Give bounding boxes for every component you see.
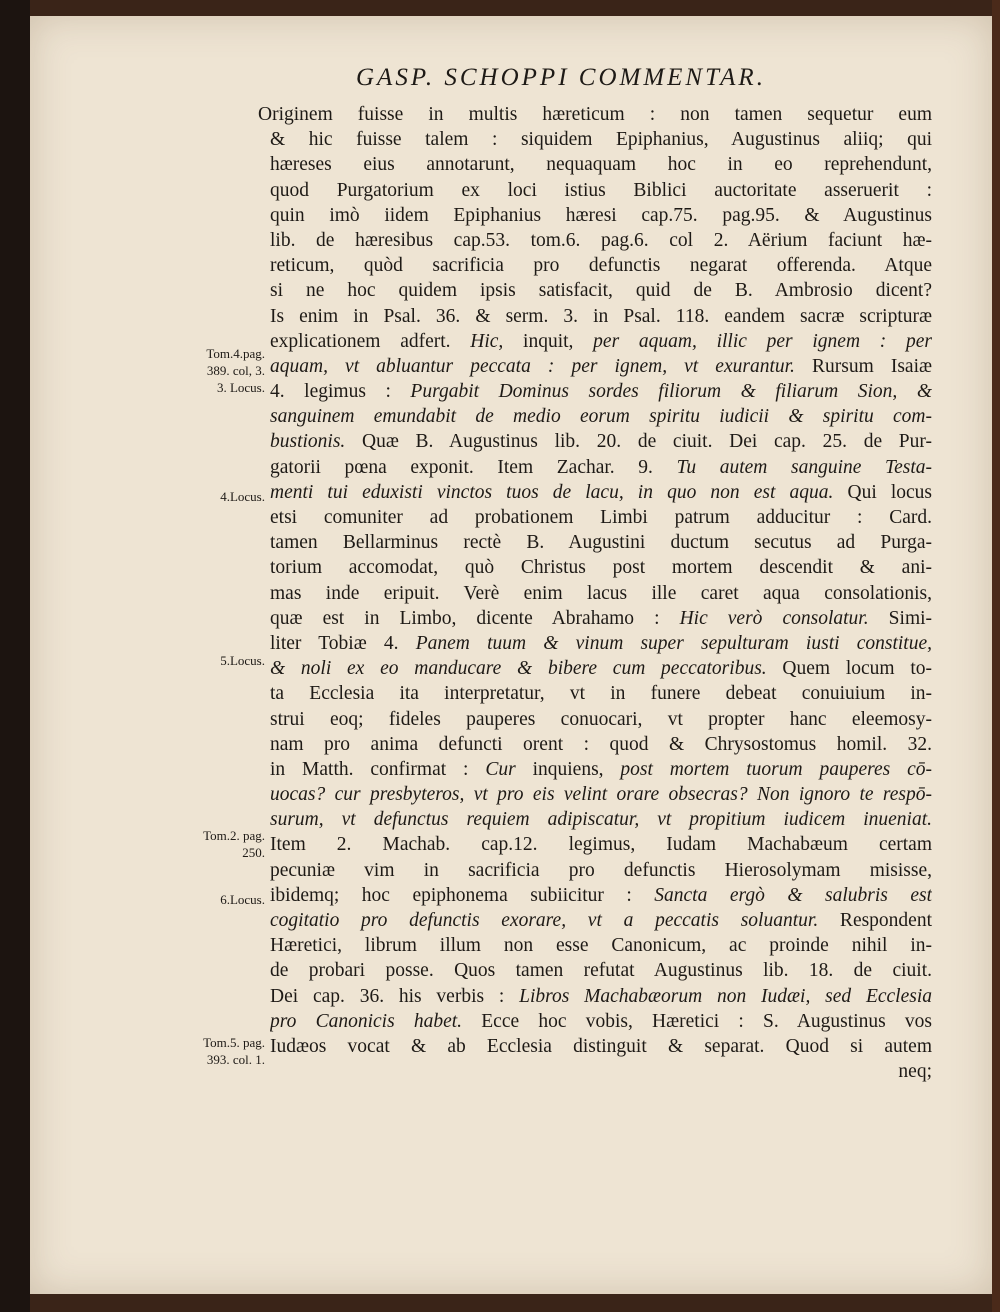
text-run: explicationem adfert. (270, 330, 471, 352)
text-line (270, 178, 932, 203)
text-run: torium accomodat, quò Christus post mortem descendit & ani- (270, 557, 932, 579)
text-line (270, 455, 932, 480)
italic-quote: & noli ex eo manducare & bibere cum peccatoribus. (270, 658, 767, 680)
text-run: gatorii pœna exponit. Item Zachar. 9. (270, 456, 677, 478)
italic-quote: Sancta ergò & salubris est (654, 884, 932, 906)
italic-quote: pro Canonicis habet. (270, 1010, 463, 1032)
text-run: mas inde eripuit. Verè enim lacus ille caret aqua consolationis, (270, 582, 932, 604)
italic-quote: Hic verò consolatur. (679, 607, 869, 629)
italic-quote: Purgabit Dominus sordes filiorum & filiarum Sion, & (410, 381, 932, 403)
text-run: reticum, quòd sacrificia pro defunctis negarat offerenda. Atque (270, 255, 932, 277)
text-line (270, 555, 932, 580)
italic-quote: uocas? cur presbyteros, vt pro eis velint orare obsecras? Non ignoro te respō- (270, 784, 932, 806)
text-run: strui eoq; fideles pauperes conuocari, vt propter hanc eleemosy- (270, 708, 932, 730)
text-run: lib. de hæresibus cap.53. tom.6. pag.6. col 2. Aërium faciunt hæ- (270, 229, 932, 251)
text-line (270, 203, 932, 228)
text-run: Ecce hoc vobis, Hæretici : S. Augustinus vos (462, 1010, 932, 1032)
margin-note: 6.Locus. (220, 892, 265, 907)
text-line (270, 379, 932, 404)
body-text (258, 102, 932, 1084)
text-run: Quem locum to- (766, 658, 932, 680)
text-line (270, 958, 932, 983)
text-run: & hic fuisse talem : siquidem Epiphanius, Augustinus aliiq; qui (270, 129, 932, 151)
margin-note: 4.Locus. (220, 489, 265, 504)
text-line (270, 404, 932, 429)
text-line (270, 933, 932, 958)
text-run: in Matth. confirmat : (270, 758, 486, 780)
italic-quote: Tu autem sanguine Testa- (676, 456, 932, 478)
margin-note: Tom.4.pag. 389. col, 3. 3. Locus. (206, 346, 265, 395)
text-run: Simi- (868, 607, 932, 629)
text-line (270, 1009, 932, 1034)
text-line (270, 757, 932, 782)
text-line (270, 1059, 932, 1084)
text-line (270, 908, 932, 933)
italic-quote: per aquam, illic per ignem : per (593, 330, 932, 352)
margin-note: Tom.2. pag. 250. (203, 828, 265, 860)
text-line (270, 304, 932, 329)
text-run: inquiens, (515, 758, 621, 780)
text-line (270, 707, 932, 732)
text-line (270, 883, 932, 908)
text-line (270, 858, 932, 883)
text-line (270, 530, 932, 555)
text-run: Respondent (818, 910, 932, 931)
italic-quote: Libros Machabæorum non Iudæi, sed Ecclesia (519, 985, 932, 1007)
scan-background-left (0, 0, 30, 1312)
text-run: Quæ B. Augustinus lib. 20. de ciuit. Dei cap. 25. de Pur- (345, 431, 932, 453)
italic-quote: cogitatio pro defunctis exorare, vt a peccatis soluantur. (270, 910, 819, 931)
italic-quote: surum, vt defunctus requiem adipiscatur, vt propitium iudicem inueniat. (270, 809, 932, 831)
text-line (270, 606, 932, 631)
text-line (270, 480, 932, 505)
text-line (270, 505, 932, 530)
text-line (270, 807, 932, 832)
text-run: Rursum Isaiæ (794, 355, 932, 377)
text-line (270, 732, 932, 757)
text-line (270, 984, 932, 1009)
text-line (270, 127, 932, 152)
text-run: 4. legimus : (270, 381, 411, 403)
margin-note: 5.Locus. (220, 653, 265, 668)
text-run: Dei cap. 36. his verbis : (270, 985, 520, 1007)
text-run: quæ est in Limbo, dicente Abrahamo : (270, 607, 680, 629)
text-line (270, 228, 932, 253)
text-line (270, 429, 932, 454)
italic-quote: aquam, vt abluantur peccata : per ignem, vt exurantur. (270, 355, 795, 377)
text-line (270, 278, 932, 303)
italic-quote: bustionis. (270, 431, 346, 453)
text-run: de probari posse. Quos tamen refutat Augustinus lib. 18. de ciuit. (270, 960, 932, 982)
italic-quote: post mortem tuorum pauperes cō- (620, 758, 932, 780)
text-run: neq; (898, 1061, 932, 1083)
text-run: Item 2. Machab. cap.12. legimus, Iudam Machabæum certam (270, 834, 932, 856)
text-line (270, 329, 932, 354)
text-line (270, 681, 932, 706)
text-run: tamen Bellarminus rectè B. Augustini ductum secutus ad Purga- (270, 532, 932, 554)
italic-quote: sanguinem emundabit de medio eorum spiritu iudicii & spiritu com- (270, 406, 932, 428)
text-run: pecuniæ vim in sacrificia pro defunctis Hierosolymam misisse, (270, 859, 932, 881)
text-run: Qui locus (833, 481, 932, 503)
text-line (270, 631, 932, 656)
text-run: Is enim in Psal. 36. & serm. 3. in Psal. 118. eandem sacræ scripturæ (270, 305, 932, 327)
text-line (270, 656, 932, 681)
text-run: quod Purgatorium ex loci istius Biblici auctoritate asseruerit : (270, 179, 932, 201)
text-run: ta Ecclesia ita interpretatur, vt in funere debeat conuiuium in- (270, 683, 932, 705)
text-run: Hæretici, librum illum non esse Canonicum, ac proinde nihil in- (270, 935, 932, 957)
text-run: inquit, (503, 330, 594, 352)
scan-background-right (992, 0, 1000, 1312)
text-run: si ne hoc quidem ipsis satisfacit, quid de B. Ambrosio dicent? (270, 280, 932, 302)
text-run: ibidemq; hoc epiphonema subiicitur : (270, 884, 655, 906)
text-run: etsi comuniter ad probationem Limbi patrum adducitur : Card. (270, 507, 932, 528)
text-line (270, 832, 932, 857)
italic-quote: Cur (485, 758, 516, 780)
text-line (270, 253, 932, 278)
text-run: quin imò iidem Epiphanius hæresi cap.75. pag.95. & Augustinus (270, 204, 932, 226)
text-line (270, 152, 932, 177)
text-run: hæreses eius annotarunt, nequaquam hoc in eo reprehendunt, (270, 154, 932, 176)
text-run: nam pro anima defuncti orent : quod & Chrysostomus homil. 32. (270, 733, 932, 755)
italic-quote: Hic, (470, 330, 504, 352)
text-line (270, 1034, 932, 1059)
running-head: GASP. SCHOPPI COMMENTAR. (356, 64, 766, 91)
text-line (258, 102, 932, 127)
text-run: Iudæos vocat & ab Ecclesia distinguit & separat. Quod si autem (270, 1035, 932, 1057)
text-line (270, 581, 932, 606)
text-run: Originem fuisse in multis hæreticum : non tamen sequetur eum (258, 104, 932, 125)
margin-note: Tom.5. pag. 393. col. 1. (203, 1035, 265, 1067)
italic-quote: Panem tuum & vinum super sepulturam iusti constitue, (415, 632, 932, 654)
text-line (270, 354, 932, 379)
text-run: liter Tobiæ 4. (270, 632, 416, 654)
italic-quote: menti tui eduxisti vinctos tuos de lacu, in quo non est aqua. (270, 481, 834, 503)
text-line (270, 782, 932, 807)
